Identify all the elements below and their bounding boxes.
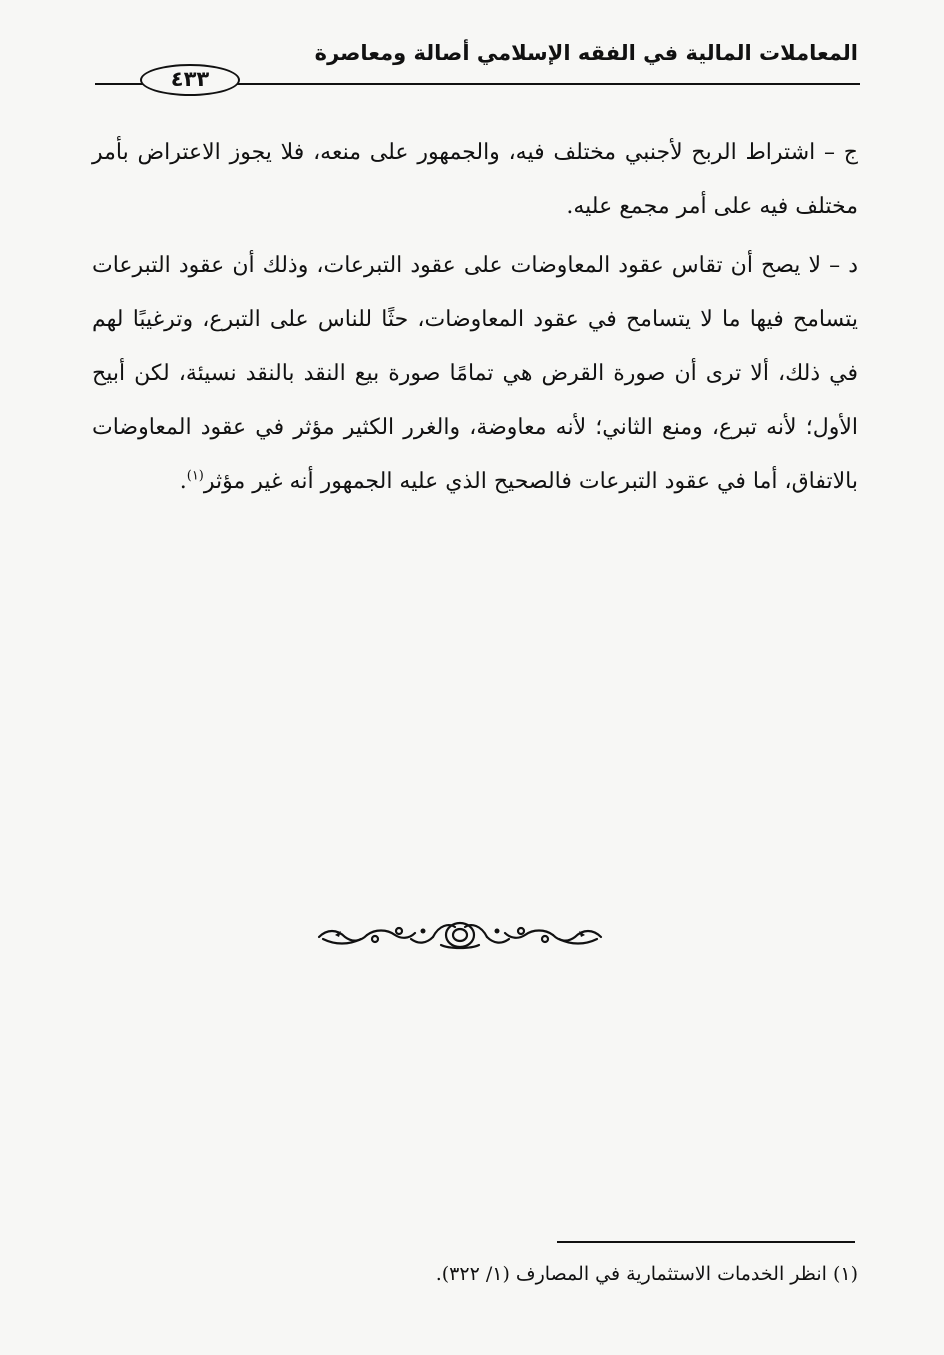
paragraph-d-text: د – لا يصح أن تقاس عقود المعاوضات على عقود التبرعات، وذلك أن عقود التبرعات يتسامح فيها ما لا يتسامح في عقود المعاوضات، حثًا للناس على التبرع، وترغيبًا لهم في ذلك، ألا ترى أن صورة القرض هي تمامًا صورة بيع النقد بالنقد نسيئة، لكن أبيح الأول؛ لأنه تبرع، ومنع الثاني؛ لأنه معاوضة، والغرر الكثير مؤثر في عقود المعاوضات بالاتفاق، أما في عقود التبرعات فالصحيح الذي عليه الجمهور أنه غير مؤثر bbox=[92, 253, 858, 494]
running-header-title: المعاملات المالية في الفقه الإسلامي أصالة ومعاصرة bbox=[314, 41, 858, 65]
paragraph-d-end: . bbox=[179, 469, 187, 494]
footnote: (١) انظر الخدمات الاستثمارية في المصارف (١/ ٣٢٢). bbox=[435, 1263, 858, 1285]
footnote-reference: (١) bbox=[186, 468, 204, 484]
floral-divider-ornament-icon bbox=[315, 915, 605, 955]
page-number-badge: ٤٣٣ bbox=[140, 64, 240, 96]
footnote-separator bbox=[557, 1241, 855, 1243]
paragraph-d bbox=[92, 239, 858, 509]
paragraph-c: ج – اشتراط الربح لأجنبي مختلف فيه، والجمهور على منعه، فلا يجوز الاعتراض بأمر مختلف فيه على أمر مجمع عليه. bbox=[92, 140, 858, 219]
